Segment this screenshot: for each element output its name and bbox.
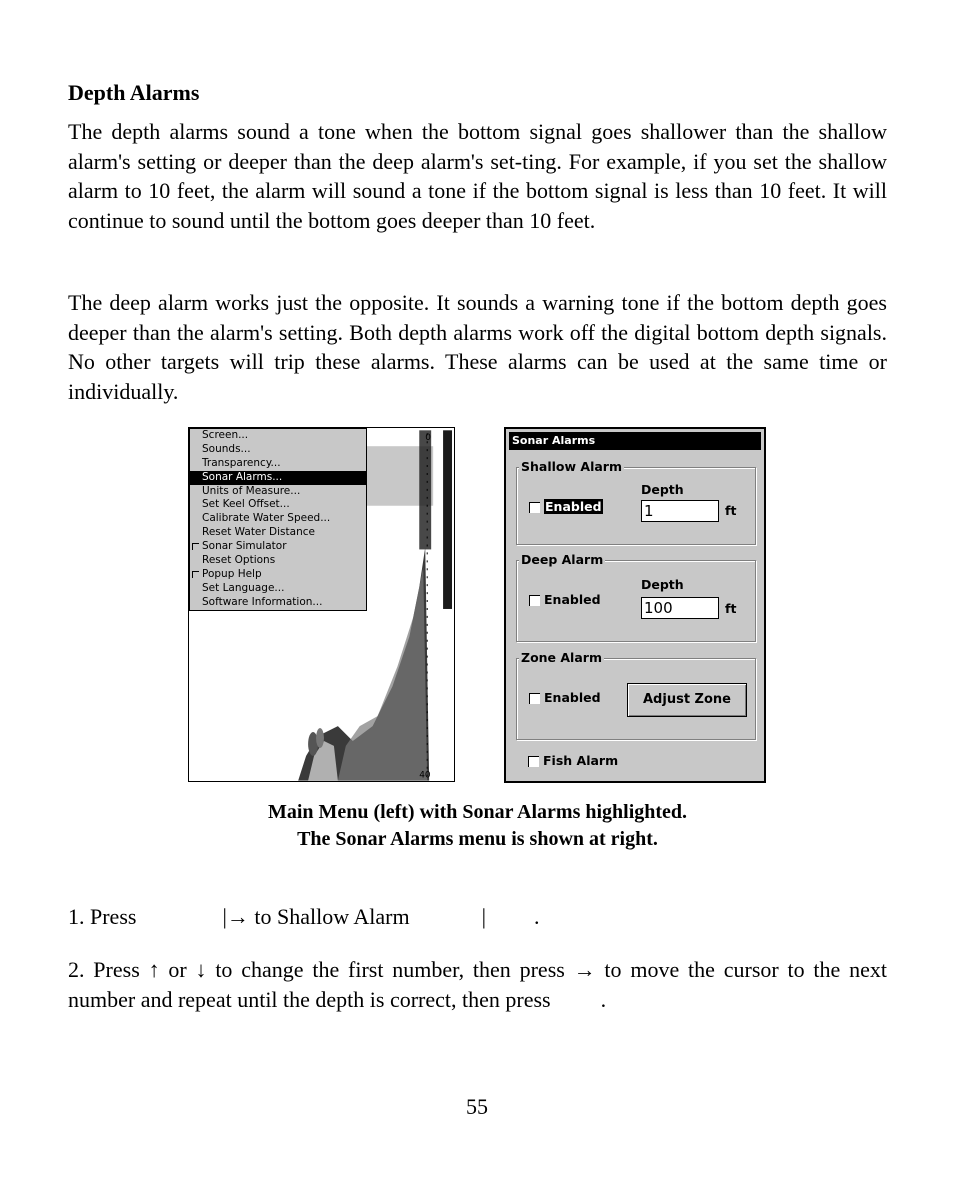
shallow-enabled-label: Enabled	[545, 499, 602, 514]
menu-item-sonar-alarms[interactable]: Sonar Alarms...	[190, 471, 366, 485]
deep-depth-label: Depth	[641, 577, 684, 592]
deep-depth-unit: ft	[725, 601, 737, 616]
depth-scale-bottom: 40	[419, 770, 431, 781]
zone-enabled-label: Enabled	[544, 690, 601, 705]
menu-item-reset-options[interactable]: Reset Options	[202, 554, 276, 567]
step-1: 1. Press |→ to Shallow Alarm | .	[68, 904, 540, 929]
deep-enabled-label: Enabled	[544, 592, 601, 607]
dialog-title: Sonar Alarms	[509, 432, 761, 450]
shallow-alarm-label: Shallow Alarm	[521, 459, 622, 474]
checkbox-icon	[192, 571, 199, 578]
figure-caption-line-1: Main Menu (left) with Sonar Alarms highlighted.	[267, 801, 688, 823]
menu-item-software-information[interactable]: Software Information...	[202, 595, 323, 608]
menu-item-sonar-simulator[interactable]: Sonar Simulator	[190, 540, 366, 554]
deep-alarm-label: Deep Alarm	[521, 552, 604, 567]
depth-scale-top: 0	[425, 433, 431, 444]
shallow-depth-unit: ft	[725, 503, 737, 518]
menu-item-units-of-measure[interactable]: Units of Measure...	[202, 484, 301, 497]
sonar-alarms-dialog	[504, 427, 766, 783]
checkbox-icon	[192, 543, 199, 550]
section-heading: Depth Alarms	[68, 80, 200, 105]
shallow-depth-label: Depth	[641, 482, 684, 497]
fish-alarm-label: Fish Alarm	[543, 753, 619, 768]
menu-item-set-keel-offset[interactable]: Set Keel Offset...	[202, 498, 290, 511]
menu-item-popup-help[interactable]: Popup Help	[190, 568, 366, 582]
menu-item-transparency[interactable]: Transparency...	[202, 456, 281, 469]
shallow-depth-input[interactable]: 1	[641, 500, 719, 522]
zone-enabled-checkbox[interactable]	[529, 693, 540, 704]
deep-depth-input[interactable]: 100	[641, 597, 719, 619]
menu-item-calibrate-water-speed[interactable]: Calibrate Water Speed...	[202, 512, 331, 525]
figure-caption-line-2: The Sonar Alarms menu is shown at right.	[297, 828, 658, 850]
main-menu	[189, 428, 367, 611]
main-menu-screenshot	[188, 427, 455, 782]
menu-item-screen[interactable]: Screen...	[202, 429, 249, 441]
zone-alarm-label: Zone Alarm	[521, 650, 602, 665]
menu-item-reset-water-distance[interactable]: Reset Water Distance	[202, 526, 315, 539]
deep-enabled-checkbox[interactable]	[529, 595, 540, 606]
step-2: 2. Press ↑ or ↓ to change the first number, then press → to move the cursor to the next number and repeat until the depth is correct, then press .	[68, 957, 887, 1012]
menu-item-sounds[interactable]: Sounds...	[202, 442, 251, 455]
deep-alarm-group	[516, 552, 756, 642]
shallow-alarm-group	[516, 459, 756, 545]
adjust-zone-button[interactable]: Adjust Zone	[627, 683, 747, 717]
zone-alarm-group	[516, 650, 756, 740]
paragraph-1: The depth alarms sound a tone when the bottom signal goes shallower than the shallow alarm's setting or deeper than the deep alarm's set-ting. For example, if you set the shallow alarm to 10 feet, the alarm will sound a tone if the bottom signal is less than 10 feet. It will continue to sound until the bottom goes deeper than 10 feet.	[68, 119, 887, 234]
shallow-enabled-checkbox[interactable]	[529, 502, 540, 513]
menu-item-set-language[interactable]: Set Language...	[202, 581, 285, 594]
paragraph-2: The deep alarm works just the opposite. It sounds a warning tone if the bottom depth goes deeper than the alarm's setting. Both depth alarms work off the digital bottom depth signals. No other targets will trip these alarms. These alarms can be used at the same time or individually.	[68, 290, 887, 405]
page-number: 55	[466, 1094, 488, 1119]
fish-alarm-checkbox[interactable]	[528, 756, 539, 767]
